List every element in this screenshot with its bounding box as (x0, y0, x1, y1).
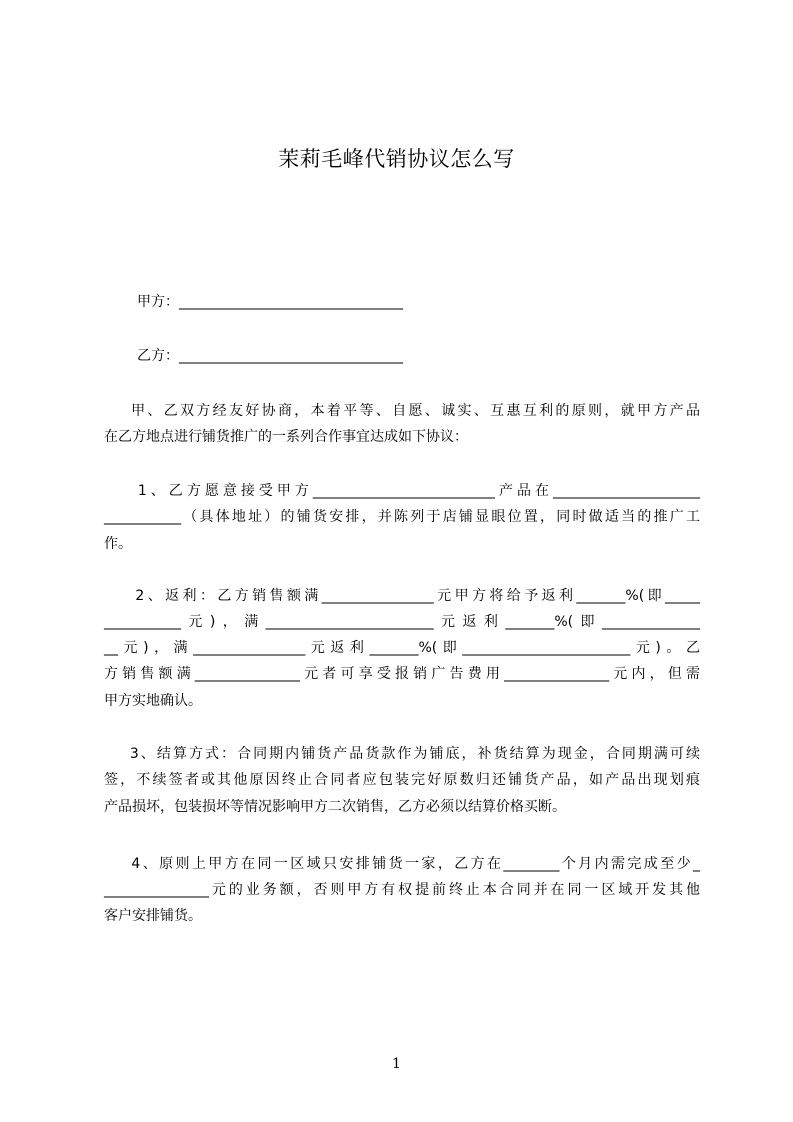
clause-3-line: 3、结算方式：合同期内铺货产品货款作为铺底，补货结算为现金，合同期满可续 (104, 746, 700, 762)
clause-1-line: ___________（具体地址）的铺货安排，并陈列于店铺显眼位置，同时做适当的推广工 (104, 509, 700, 525)
party-a-line: 甲方：________________________________ (137, 294, 403, 310)
clause-1-line: 作。 (104, 536, 132, 552)
intro-line: 在乙方地点进行铺货推广的一系列合作事宜达成如下协议： (104, 429, 468, 445)
clause-2-line: ___________元)，满________________________元返利_______%(即______________ (104, 614, 700, 630)
clause-4-line: 4、原则上甲方在同一区域只安排铺货一家，乙方在________个月内需完成至少_ (104, 856, 700, 872)
clause-1-line: 1、乙方愿意接受甲方__________________________产品在_____________________ (104, 483, 700, 499)
intro-line: 甲、乙双方经友好协商，本着平等、自愿、诚实、互惠互利的原则，就甲方产品 (104, 403, 700, 419)
clause-2-line: 方销售额满_______________元者可享受报销广告费用_______________元内，但需 (104, 666, 700, 682)
clause-3-line: 签，不续签者或其他原因终止合同者应包装完好原数归还铺货产品，如产品出现划痕 (104, 772, 700, 788)
clause-3-line: 产品损坏，包装损坏等情况影响甲方二次销售，乙方必须以结算价格买断。 (104, 799, 566, 815)
clause-4-line: _______________元的业务额，否则甲方有权提前终止本合同并在同一区域开发其他 (104, 882, 700, 898)
clause-2-line: 甲方实地确认。 (104, 693, 202, 709)
clause-2-line: __元)，满________________元返利_______%(即________________________元)。乙 (104, 640, 700, 656)
party-b-line: 乙方：________________________________ (137, 348, 403, 364)
clause-4-line: 客户安排铺货。 (104, 908, 202, 924)
clause-2-line: 2、返利：乙方销售额满________________元甲方将给予返利_______%(即_____ (104, 588, 700, 604)
page-number: 1 (392, 1056, 401, 1072)
document-title: 茉莉毛峰代销协议怎么写 (278, 147, 515, 171)
